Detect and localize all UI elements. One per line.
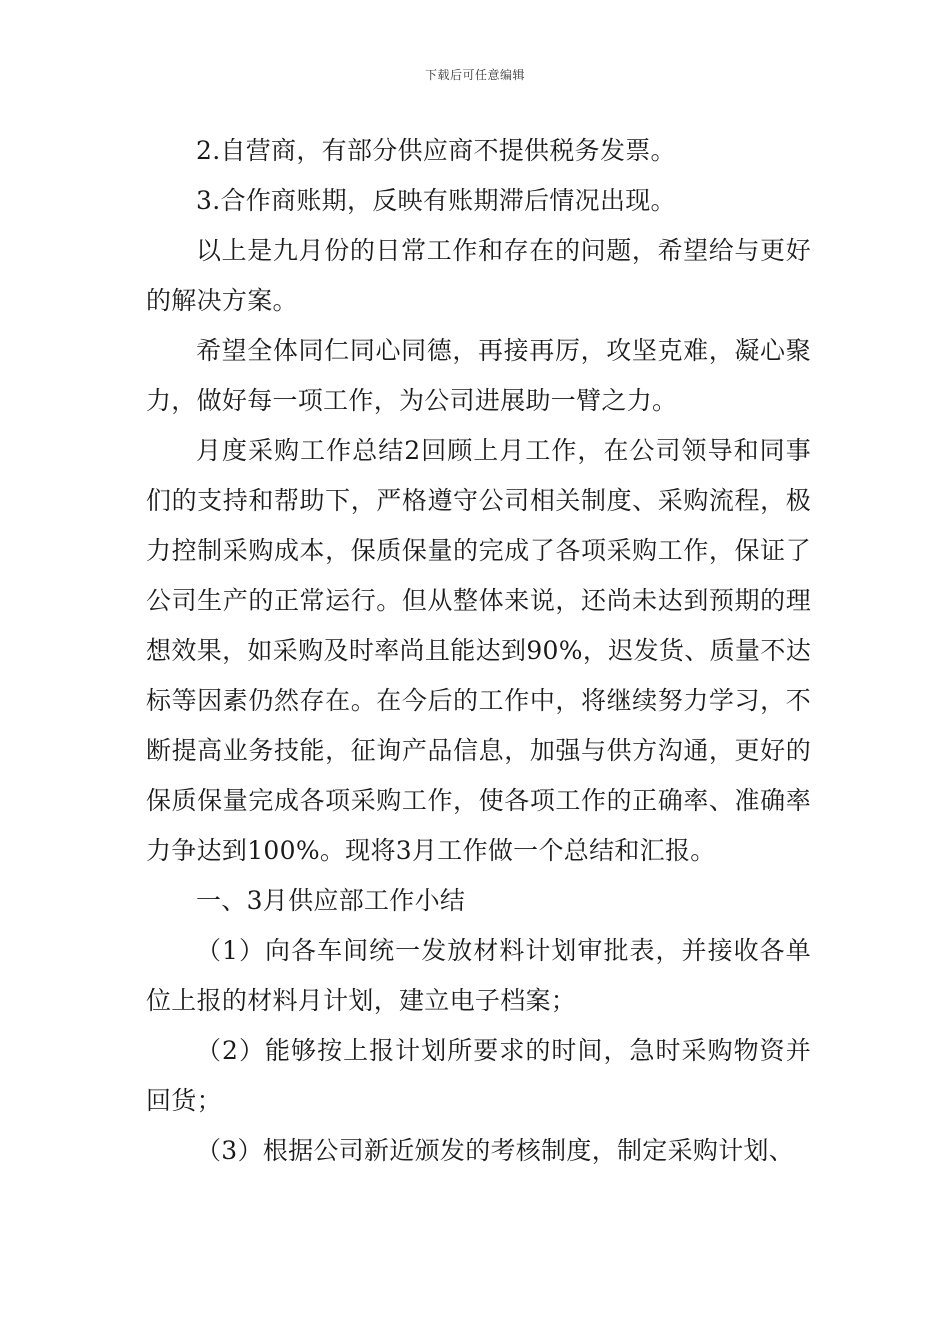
list-item-2: （2）能够按上报计划所要求的时间，急时采购物资并回货； (146, 1036, 811, 1115)
paragraph-issue-payment-term: 3.合作商账期，反映有账期滞后情况出现。 (196, 186, 676, 215)
list-item-1: （1）向各车间统一发放材料计划审批表，并接收各单位上报的材料月计划，建立电子档案； (146, 936, 811, 1015)
section-heading-march-summary: 一、3月供应部工作小结 (196, 886, 466, 915)
list-item-3: （3）根据公司新近颁发的考核制度，制定采购计划、 (196, 1136, 795, 1165)
document-body (146, 126, 811, 1176)
paragraph-monthly-review: 月度采购工作总结2回顾上月工作，在公司领导和同事们的支持和帮助下，严格遵守公司相关制度、采购流程，极力控制采购成本，保质保量的完成了各项采购工作，保证了公司生产的正常运行。但从整体来说，还尚未达到预期的理想效果，如采购及时率尚且能达到90%，迟发货、质量不达标等因素仍然存在。在今后的工作中，将继续努力学习，不断提高业务技能，征询产品信息，加强与供方沟通，更好的保质保量完成各项采购工作，使各项工作的正确率、准确率力争达到100%。现将3月工作做一个总结和汇报。 (146, 436, 811, 865)
paragraph-september-summary: 以上是九月份的日常工作和存在的问题，希望给与更好的解决方案。 (146, 236, 811, 315)
paragraph-issue-tax-invoice: 2.自营商，有部分供应商不提供税务发票。 (196, 136, 676, 165)
paragraph-encouragement: 希望全体同仁同心同德，再接再厉，攻坚克难，凝心聚力，做好每一项工作，为公司进展助一臂之力。 (146, 336, 811, 415)
page-header-note: 下载后可任意编辑 (424, 68, 525, 82)
